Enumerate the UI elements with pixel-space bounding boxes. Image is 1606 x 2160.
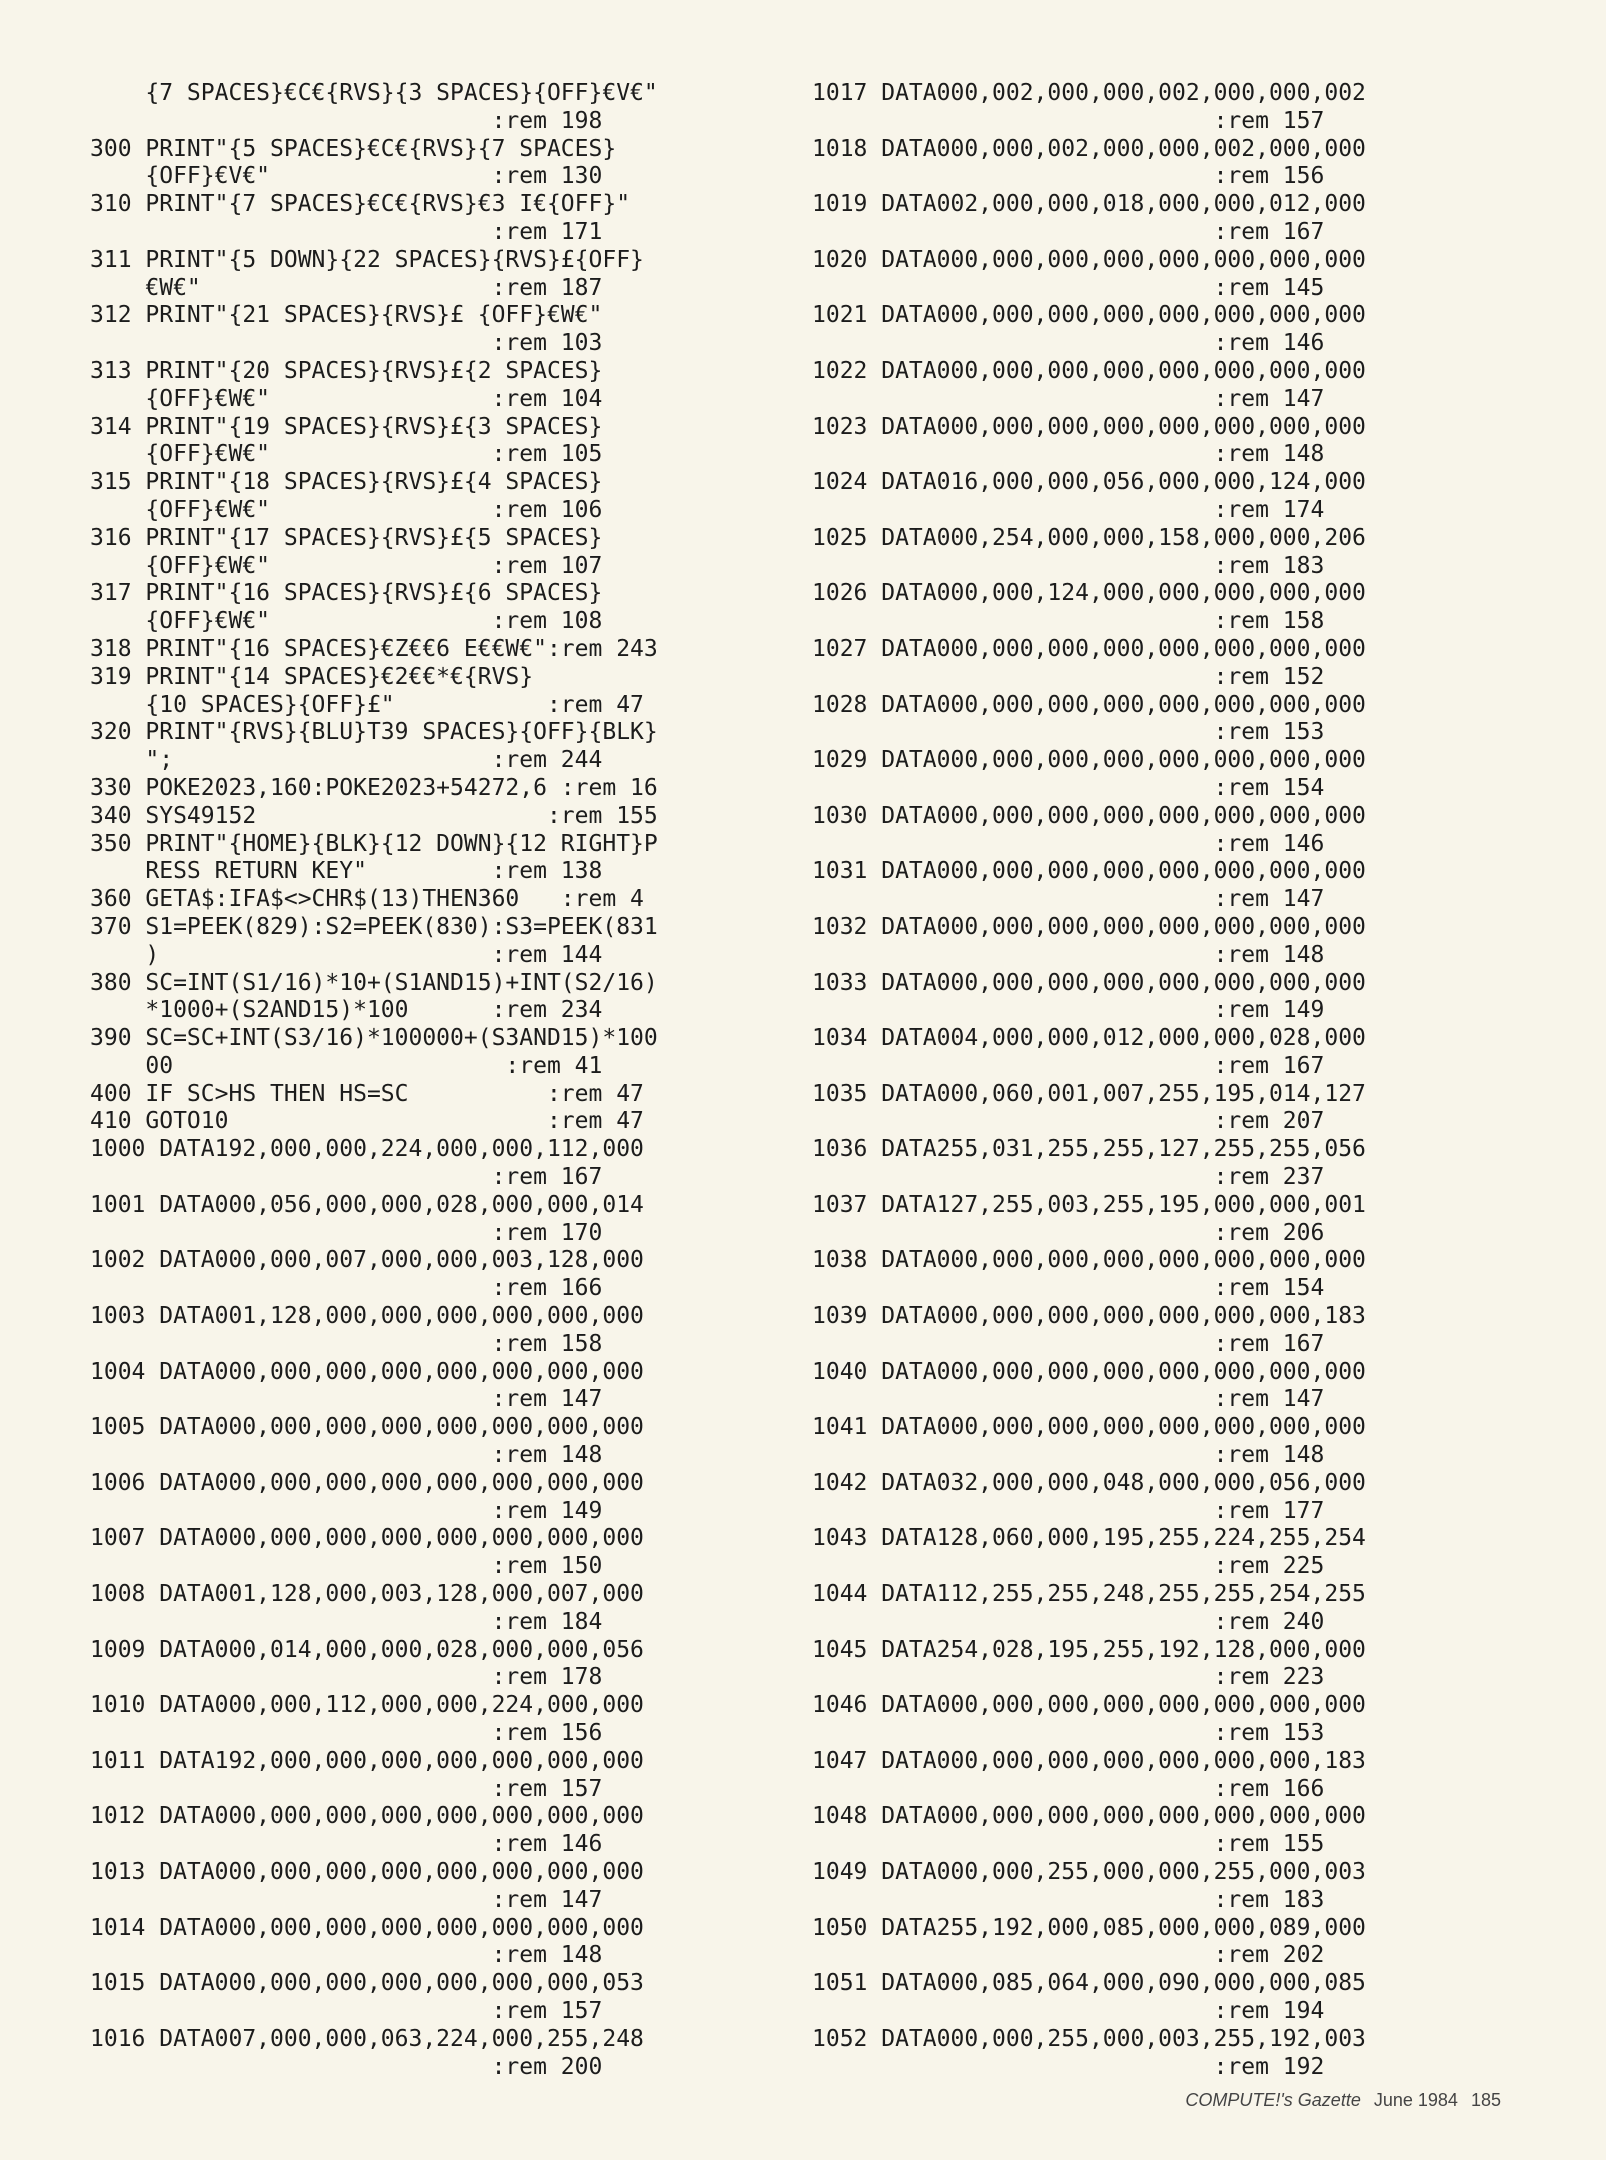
listing-line: :rem 225 <box>812 1553 1325 1580</box>
magazine-name: COMPUTE!'s Gazette <box>1185 2090 1361 2110</box>
listing-line: :rem 157 <box>812 107 1325 134</box>
listing-line: :rem 184 <box>90 1608 603 1635</box>
listing-line: 1007 DATA000,000,000,000,000,000,000,000 <box>90 1525 644 1552</box>
listing-line: :rem 147 <box>812 1386 1325 1413</box>
listing-line: :rem 146 <box>812 330 1325 357</box>
listing-line: :rem 202 <box>812 1942 1325 1969</box>
listing-line: 1002 DATA000,000,007,000,000,003,128,000 <box>90 1247 644 1274</box>
listing-line: 1014 DATA000,000,000,000,000,000,000,000 <box>90 1914 644 1941</box>
listing-line: 310 PRINT"{7 SPACES}€C€{RVS}€3 I€{OFF}" <box>90 191 631 218</box>
listing-line: 1009 DATA000,014,000,000,028,000,000,056 <box>90 1636 644 1663</box>
listing-line: :rem 167 <box>812 218 1325 245</box>
listing-line: 1013 DATA000,000,000,000,000,000,000,000 <box>90 1859 644 1885</box>
listing-line: :rem 240 <box>812 1608 1325 1635</box>
listing-line: 390 SC=SC+INT(S3/16)*100000+(S3AND15)*100 <box>90 1025 658 1052</box>
listing-line: 1001 DATA000,056,000,000,028,000,000,014 <box>90 1191 644 1218</box>
listing-line: 370 S1=PEEK(829):S2=PEEK(830):S3=PEEK(831 <box>90 913 658 940</box>
listing-line: :rem 174 <box>812 496 1325 523</box>
listing-line: ) :rem 144 <box>90 941 603 968</box>
left-listing-column <box>90 80 770 2081</box>
listing-line: 1048 DATA000,000,000,000,000,000,000,000 <box>812 1803 1366 1830</box>
listing-line: :rem 148 <box>812 941 1325 968</box>
listing-line: 311 PRINT"{5 DOWN}{22 SPACES}{RVS}£{OFF} <box>90 246 644 273</box>
listing-line: 1028 DATA000,000,000,000,000,000,000,000 <box>812 691 1366 718</box>
listing-line: :rem 152 <box>812 663 1325 690</box>
listing-line: 1005 DATA000,000,000,000,000,000,000,000 <box>90 1414 644 1441</box>
listing-line: 1041 DATA000,000,000,000,000,000,000,000 <box>812 1414 1366 1441</box>
listing-line: 1039 DATA000,000,000,000,000,000,000,183 <box>812 1303 1366 1330</box>
listing-line: 1021 DATA000,000,000,000,000,000,000,000 <box>812 302 1366 329</box>
listing-line: :rem 207 <box>812 1108 1325 1135</box>
listing-line: :rem 183 <box>812 552 1325 579</box>
listing-line: 1050 DATA255,192,000,085,000,000,089,000 <box>812 1914 1366 1941</box>
listing-line: 400 IF SC>HS THEN HS=SC :rem 47 <box>90 1080 644 1107</box>
listing-line: 1037 DATA127,255,003,255,195,000,000,001 <box>812 1191 1366 1218</box>
listing-line: 1044 DATA112,255,255,248,255,255,254,255 <box>812 1581 1366 1608</box>
listing-line: 1051 DATA000,085,064,000,090,000,000,085 <box>812 1970 1366 1997</box>
listing-line: 316 PRINT"{17 SPACES}{RVS}£{5 SPACES} <box>90 524 603 551</box>
listing-line: 320 PRINT"{RVS}{BLU}T39 SPACES}{OFF}{BLK} <box>90 719 658 746</box>
listing-line: 1045 DATA254,028,195,255,192,128,000,000 <box>812 1636 1366 1663</box>
page-footer <box>1177 2090 1501 2111</box>
listing-line: 1023 DATA000,000,000,000,000,000,000,000 <box>812 413 1366 440</box>
listing-line: 1025 DATA000,254,000,000,158,000,000,206 <box>812 524 1366 551</box>
listing-line: :rem 154 <box>812 1275 1325 1302</box>
listing-line: :rem 148 <box>812 1442 1325 1469</box>
listing-line: 1004 DATA000,000,000,000,000,000,000,000 <box>90 1358 644 1385</box>
listing-line: {10 SPACES}{OFF}£" :rem 47 <box>90 691 644 718</box>
listing-line: €W€" :rem 187 <box>90 274 603 301</box>
listing-line: :rem 157 <box>90 1997 603 2024</box>
listing-line: :rem 206 <box>812 1219 1325 1246</box>
listing-line: :rem 158 <box>90 1330 603 1357</box>
listing-line: :rem 194 <box>812 1997 1325 2024</box>
listing-line: :rem 170 <box>90 1219 603 1246</box>
listing-line: {OFF}€W€" :rem 108 <box>90 608 603 635</box>
listing-line: 1017 DATA000,002,000,000,002,000,000,002 <box>812 80 1366 106</box>
listing-line: 1018 DATA000,000,002,000,000,002,000,000 <box>812 135 1366 162</box>
listing-line: 00 :rem 41 <box>90 1052 603 1079</box>
listing-line: 1032 DATA000,000,000,000,000,000,000,000 <box>812 913 1366 940</box>
listing-line: :rem 145 <box>812 274 1325 301</box>
listing-line: 318 PRINT"{16 SPACES}€Z€€6 E€€W€":rem 243 <box>90 635 658 662</box>
listing-line: :rem 177 <box>812 1497 1325 1524</box>
listing-line: :rem 167 <box>812 1330 1325 1357</box>
listing-line: :rem 154 <box>812 774 1325 801</box>
listing-line: :rem 149 <box>90 1497 603 1524</box>
listing-line: :rem 148 <box>90 1442 603 1469</box>
listing-line: 350 PRINT"{HOME}{BLK}{12 DOWN}{12 RIGHT}P <box>90 830 658 857</box>
listing-line: 1033 DATA000,000,000,000,000,000,000,000 <box>812 969 1366 996</box>
listing-line: 1030 DATA000,000,000,000,000,000,000,000 <box>812 802 1366 829</box>
listing-line: :rem 156 <box>90 1720 603 1747</box>
listing-line: 1008 DATA001,128,000,003,128,000,007,000 <box>90 1581 644 1608</box>
listing-line: 1011 DATA192,000,000,000,000,000,000,000 <box>90 1747 644 1774</box>
listing-line: 319 PRINT"{14 SPACES}€2€€*€{RVS} <box>90 663 534 690</box>
listing-line: :rem 166 <box>812 1775 1325 1802</box>
listing-line: 410 GOTO10 :rem 47 <box>90 1108 644 1135</box>
listing-line: 1012 DATA000,000,000,000,000,000,000,000 <box>90 1803 644 1830</box>
listing-line: 1015 DATA000,000,000,000,000,000,000,053 <box>90 1970 644 1997</box>
listing-line: :rem 153 <box>812 719 1325 746</box>
listing-line: 360 GETA$:IFA$<>CHR$(13)THEN360 :rem 4 <box>90 886 644 913</box>
listing-line: :rem 192 <box>812 2053 1325 2080</box>
listing-line: :rem 223 <box>812 1664 1325 1691</box>
listing-line: 1027 DATA000,000,000,000,000,000,000,000 <box>812 635 1366 662</box>
listing-line: 380 SC=INT(S1/16)*10+(S1AND15)+INT(S2/16) <box>90 969 658 996</box>
listing-line: 315 PRINT"{18 SPACES}{RVS}£{4 SPACES} <box>90 469 603 496</box>
listing-line: {7 SPACES}€C€{RVS}{3 SPACES}{OFF}€V€" <box>90 80 658 106</box>
listing-line: {OFF}€W€" :rem 105 <box>90 441 603 468</box>
listing-line: :rem 167 <box>812 1052 1325 1079</box>
listing-line: 1026 DATA000,000,124,000,000,000,000,000 <box>812 580 1366 607</box>
listing-line: :rem 198 <box>90 107 603 134</box>
listing-line: 1038 DATA000,000,000,000,000,000,000,000 <box>812 1247 1366 1274</box>
listing-line: 1040 DATA000,000,000,000,000,000,000,000 <box>812 1358 1366 1385</box>
listing-line: 1049 DATA000,000,255,000,000,255,000,003 <box>812 1859 1366 1885</box>
listing-line: 314 PRINT"{19 SPACES}{RVS}£{3 SPACES} <box>90 413 603 440</box>
listing-line: :rem 178 <box>90 1664 603 1691</box>
listing-line: 1036 DATA255,031,255,255,127,255,255,056 <box>812 1136 1366 1163</box>
listing-line: 1046 DATA000,000,000,000,000,000,000,000 <box>812 1692 1366 1719</box>
listing-line: :rem 156 <box>812 163 1325 190</box>
listing-line: {OFF}€V€" :rem 130 <box>90 163 603 190</box>
listing-line: :rem 146 <box>812 830 1325 857</box>
listing-line: 1000 DATA192,000,000,224,000,000,112,000 <box>90 1136 644 1163</box>
listing-line: 1003 DATA001,128,000,000,000,000,000,000 <box>90 1303 644 1330</box>
listing-line: :rem 148 <box>90 1942 603 1969</box>
listing-line: "; :rem 244 <box>90 747 603 774</box>
listing-line: 300 PRINT"{5 SPACES}€C€{RVS}{7 SPACES} <box>90 135 617 162</box>
listing-line: :rem 147 <box>812 886 1325 913</box>
listing-line: :rem 150 <box>90 1553 603 1580</box>
listing-line: 317 PRINT"{16 SPACES}{RVS}£{6 SPACES} <box>90 580 603 607</box>
listing-line: :rem 153 <box>812 1720 1325 1747</box>
listing-line: {OFF}€W€" :rem 106 <box>90 496 603 523</box>
listing-line: 1047 DATA000,000,000,000,000,000,000,183 <box>812 1747 1366 1774</box>
listing-line: *1000+(S2AND15)*100 :rem 234 <box>90 997 603 1024</box>
listing-line: :rem 157 <box>90 1775 603 1802</box>
listing-line: 312 PRINT"{21 SPACES}{RVS}£ {OFF}€W€" <box>90 302 603 329</box>
listing-line: :rem 166 <box>90 1275 603 1302</box>
listing-line: :rem 149 <box>812 997 1325 1024</box>
listing-line: :rem 200 <box>90 2053 603 2080</box>
right-listing-column <box>812 80 1497 2081</box>
listing-line: 1010 DATA000,000,112,000,000,224,000,000 <box>90 1692 644 1719</box>
listing-line: :rem 171 <box>90 218 603 245</box>
listing-line: 313 PRINT"{20 SPACES}{RVS}£{2 SPACES} <box>90 357 603 384</box>
listing-line: 1019 DATA002,000,000,018,000,000,012,000 <box>812 191 1366 218</box>
listing-line: 330 POKE2023,160:POKE2023+54272,6 :rem 16 <box>90 774 658 801</box>
listing-line: {OFF}€W€" :rem 104 <box>90 385 603 412</box>
listing-line: :rem 158 <box>812 608 1325 635</box>
listing-line: 1042 DATA032,000,000,048,000,000,056,000 <box>812 1469 1366 1496</box>
listing-line: 1024 DATA016,000,000,056,000,000,124,000 <box>812 469 1366 496</box>
listing-line: :rem 147 <box>812 385 1325 412</box>
listing-line: 1035 DATA000,060,001,007,255,195,014,127 <box>812 1080 1366 1107</box>
issue-date: June 1984 <box>1373 2090 1458 2110</box>
page-number: 185 <box>1470 2090 1501 2110</box>
listing-line: 1022 DATA000,000,000,000,000,000,000,000 <box>812 357 1366 384</box>
listing-line: 1043 DATA128,060,000,195,255,224,255,254 <box>812 1525 1366 1552</box>
listing-line: :rem 237 <box>812 1164 1325 1191</box>
listing-line: {OFF}€W€" :rem 107 <box>90 552 603 579</box>
listing-line: :rem 147 <box>90 1886 603 1913</box>
listing-line: :rem 103 <box>90 330 603 357</box>
listing-line: :rem 167 <box>90 1164 603 1191</box>
listing-line: :rem 148 <box>812 441 1325 468</box>
listing-line: 340 SYS49152 :rem 155 <box>90 802 658 829</box>
listing-line: 1029 DATA000,000,000,000,000,000,000,000 <box>812 747 1366 774</box>
listing-line: 1020 DATA000,000,000,000,000,000,000,000 <box>812 246 1366 273</box>
listing-line: 1031 DATA000,000,000,000,000,000,000,000 <box>812 858 1366 885</box>
listing-line: 1052 DATA000,000,255,000,003,255,192,003 <box>812 2025 1366 2052</box>
listing-line: 1006 DATA000,000,000,000,000,000,000,000 <box>90 1469 644 1496</box>
listing-line: :rem 147 <box>90 1386 603 1413</box>
listing-line: 1016 DATA007,000,000,063,224,000,255,248 <box>90 2025 644 2052</box>
listing-line: RESS RETURN KEY" :rem 138 <box>90 858 603 885</box>
listing-line: :rem 146 <box>90 1831 603 1858</box>
listing-line: :rem 155 <box>812 1831 1325 1858</box>
listing-line: :rem 183 <box>812 1886 1325 1913</box>
listing-line: 1034 DATA004,000,000,012,000,000,028,000 <box>812 1025 1366 1052</box>
